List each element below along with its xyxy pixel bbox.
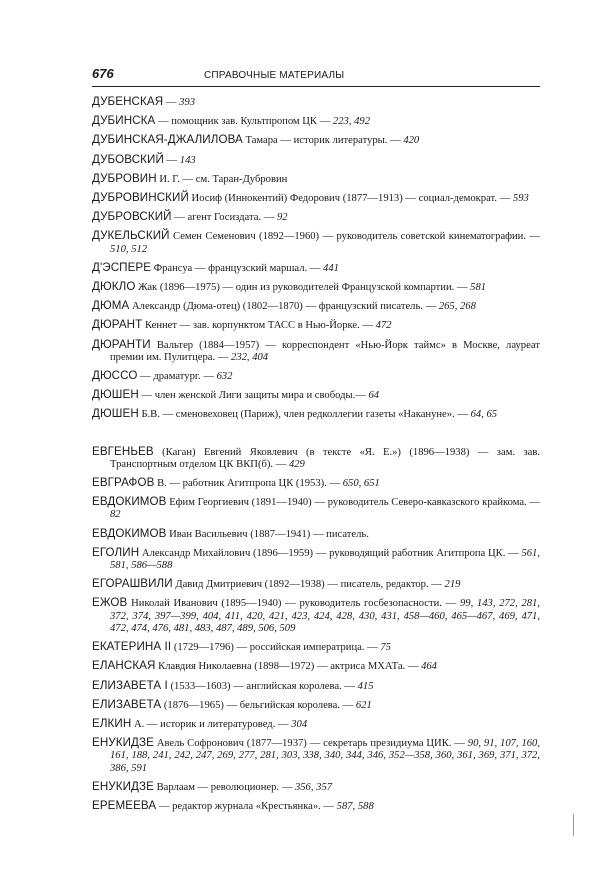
- index-entry: [92, 699, 540, 712]
- entry-name: ЕЖОВ: [92, 596, 128, 610]
- entry-pages: 420: [403, 135, 420, 147]
- index-entry: [92, 300, 540, 313]
- index-group-d: [92, 96, 540, 422]
- entry-name: ЕВГРАФОВ: [92, 476, 155, 490]
- entry-description: Иван Васильевич (1887—1941) — писатель.: [166, 528, 369, 540]
- entry-name: ЕГОРАШВИЛИ: [92, 577, 173, 591]
- entry-pages: 581: [470, 282, 487, 294]
- entry-pages: 223, 492: [332, 116, 370, 128]
- index-group-e: [92, 446, 540, 813]
- entry-pages: 393: [179, 97, 195, 108]
- index-entry: [92, 597, 540, 635]
- entry-description: Варлаам — революционер. —: [153, 781, 295, 793]
- entry-pages: 232, 404: [231, 351, 269, 363]
- entry-name: ДЮКЛО: [92, 280, 136, 294]
- index-entry: [92, 96, 540, 109]
- entry-name: ДЮШЕН: [92, 407, 139, 421]
- entry-description: — редактор журнала «Крестьянка». —: [156, 800, 337, 812]
- entry-description: Александр Михайлович (1896—1959) — руководящий работник Агитпропа ЦК. —: [139, 547, 522, 559]
- entry-name: ЕГОЛИН: [92, 545, 140, 559]
- index-entry: [92, 173, 540, 186]
- entry-name: ЕНУКИДЗЕ: [92, 736, 154, 750]
- index-entry: [92, 370, 540, 383]
- entry-description: —: [163, 97, 180, 108]
- index-entry: [92, 660, 540, 673]
- group-spacer: [92, 428, 540, 446]
- entry-name: ДУБЕНСКАЯ: [92, 95, 164, 108]
- entry-pages: 90, 91, 107, 160, 161, 188, 241, 242, 247, 269, 277, 281, 303, 338, 340, 344, 346, 352—358, 360, 361, 369, 371, 372, 386, 591: [110, 738, 540, 774]
- page-number: 676: [92, 66, 114, 81]
- index-entry: [92, 319, 540, 332]
- index-entry: [92, 281, 540, 294]
- entry-pages: 356, 357: [294, 781, 333, 793]
- entry-name: ЕВГЕНЬЕВ: [92, 444, 154, 458]
- index-entry: [92, 192, 540, 205]
- index-entry: [92, 389, 540, 402]
- entry-description: —: [163, 154, 180, 166]
- page-header: [92, 66, 540, 87]
- entry-name: Д'ЭСПЕРЕ: [92, 260, 152, 274]
- entry-pages: 415: [357, 680, 374, 692]
- entry-pages: 561, 581, 586—588: [110, 547, 540, 572]
- index-entry: [92, 154, 540, 167]
- entry-name: ДЮССО: [92, 369, 138, 383]
- entry-description: Кеннет — зав. корпунктом ТАСС в Нью-Йорке. —: [142, 320, 376, 332]
- entry-description: (1533—1603) — английская королева. —: [167, 680, 358, 692]
- entry-name: ДУБИНСКАЯ-ДЖАЛИЛОВА: [92, 133, 243, 147]
- entry-description: — член женской Лиги защиты мира и свободы.—: [138, 390, 369, 402]
- entry-name: ЕЛИЗАВЕТА: [92, 697, 162, 711]
- entry-pages: 650, 651: [342, 478, 380, 490]
- index-entry: [92, 496, 540, 521]
- index-entry: [92, 230, 540, 255]
- index-entry: [92, 339, 540, 364]
- entry-description: Жак (1896—1975) — один из руководителей Французской компартии. —: [135, 282, 471, 294]
- entry-description: Вальтер (1884—1957) — корреспондент «Нью-Йорк таймс» в Москве, лауреат премии им. Пулитцера. —: [110, 339, 540, 363]
- entry-description: Александр (Дюма-отец) (1802—1870) — французский писатель. —: [129, 301, 439, 313]
- entry-name: ДУБОВСКИЙ: [92, 152, 164, 166]
- entry-name: ЕВДОКИМОВ: [92, 526, 167, 540]
- entry-description: Тамара — историк литературы. —: [242, 135, 404, 147]
- entry-description: Николай Иванович (1895—1940) — руководитель госбезопасности. —: [127, 598, 460, 610]
- entry-description: Франсуа — французский маршал. —: [151, 262, 324, 274]
- entry-name: ЕВДОКИМОВ: [92, 495, 167, 509]
- entry-name: ДЮШЕН: [92, 388, 139, 402]
- entry-name: ЕКАТЕРИНА II: [92, 640, 172, 654]
- entry-name: ДУКЕЛЬСКИЙ: [92, 229, 170, 243]
- entry-pages: 92: [276, 212, 288, 224]
- entry-name: ДУБРОВИНСКИЙ: [92, 191, 189, 205]
- entry-pages: 219: [444, 579, 461, 591]
- index-entry: [92, 781, 540, 794]
- entry-name: ЕНУКИДЗЕ: [92, 779, 154, 793]
- index-page: [92, 66, 540, 819]
- entry-pages: 75: [380, 642, 391, 654]
- index-entry: [92, 446, 540, 471]
- entry-pages: 510, 512: [110, 243, 148, 255]
- index-entry: [92, 547, 540, 572]
- entry-name: ДЮРАНТИ: [92, 337, 151, 351]
- index-entry: [92, 477, 540, 490]
- entry-pages: 464: [421, 661, 437, 673]
- entry-pages: 82: [110, 509, 121, 521]
- index-entry: [92, 578, 540, 591]
- entry-description: Семен Семенович (1892—1960) — руководитель советской кинематографии. —: [169, 231, 540, 243]
- entry-description: — агент Госиздата. —: [171, 212, 277, 224]
- entry-pages: 429: [288, 458, 305, 470]
- index-entry: [92, 680, 540, 693]
- entry-pages: 472: [375, 320, 392, 332]
- entry-name: ДУБРОВИН: [92, 171, 157, 185]
- margin-mark: [573, 814, 574, 836]
- index-entry: [92, 718, 540, 731]
- entry-name: ЕЛИЗАВЕТА I: [92, 678, 168, 692]
- index-entry: [92, 115, 540, 128]
- entry-description: Ефим Георгиевич (1891—1940) — руководитель Северо-кавказского крайкома. —: [166, 497, 540, 509]
- entry-description: Клавдия Николаевна (1898—1972) — актриса МХАТа. —: [155, 661, 422, 673]
- entry-name: ДЮРАНТ: [92, 318, 143, 332]
- entry-description: Иосиф (Иннокентий) Федорович (1877—1913) — социал-демократ. —: [188, 193, 513, 205]
- entry-pages: 265, 268: [438, 301, 476, 313]
- entry-name: ЕЛКИН: [92, 716, 132, 730]
- entry-description: А. — историк и литературовед. —: [131, 718, 292, 730]
- index-entry: [92, 134, 540, 147]
- entry-description: И. Г. — см. Таран-Дубровин: [156, 173, 288, 185]
- entry-name: ДУБРОВСКИЙ: [92, 210, 172, 224]
- index-entries: [92, 96, 540, 813]
- running-head: СПРАВОЧНЫЕ МАТЕРИАЛЫ: [204, 70, 345, 81]
- entry-pages: 143: [179, 154, 196, 166]
- entry-pages: 304: [291, 718, 308, 730]
- entry-name: ЕЛАНСКАЯ: [92, 659, 156, 673]
- index-entry: [92, 408, 540, 421]
- entry-name: ЕРЕМЕЕВА: [92, 798, 157, 812]
- entry-name: ДУБИНСКА: [92, 114, 156, 128]
- entry-description: Давид Дмитриевич (1892—1938) — писатель, редактор. —: [172, 579, 445, 591]
- entry-pages: 587, 588: [336, 800, 374, 812]
- entry-description: (Каган) Евгений Яковлевич (в тексте «Я. Е.») (1896—1938) — зам. зав. Транспортным отделом ЦК ВКП(б). —: [110, 446, 540, 470]
- entry-name: ДЮМА: [92, 299, 130, 313]
- entry-description: (1876—1965) — бельгийская королева. —: [161, 699, 356, 711]
- entry-pages: 99, 143, 272, 281, 372, 374, 397—399, 404, 411, 420, 421, 423, 424, 428, 430, 431, 458—460, 465—467, 469, 471, 472, 474, 476, 481, 483, 487, 489, 506, 509: [110, 598, 540, 634]
- entry-pages: 621: [355, 699, 372, 711]
- entry-description: Б.В. — сменовеховец (Париж), член редколлегии газеты «Накануне». —: [138, 409, 471, 421]
- entry-pages: 632: [216, 371, 233, 383]
- entry-pages: 441: [323, 262, 339, 274]
- entry-description: — драматург. —: [137, 371, 217, 383]
- entry-description: Авель Софронович (1877—1937) — секретарь президиума ЦИК. —: [153, 738, 468, 750]
- index-entry: [92, 641, 540, 654]
- entry-pages: 64: [368, 390, 380, 402]
- entry-pages: 64, 65: [470, 409, 498, 421]
- entry-description: В. — работник Агитпропа ЦК (1953). —: [154, 478, 343, 490]
- entry-description: (1729—1796) — российская императрица. —: [171, 642, 381, 654]
- entry-description: — помощник зав. Культпропом ЦК —: [155, 116, 333, 128]
- index-entry: [92, 737, 540, 775]
- index-entry: [92, 800, 540, 813]
- entry-pages: 593: [512, 193, 529, 205]
- index-entry: [92, 211, 540, 224]
- index-entry: [92, 528, 540, 541]
- index-entry: [92, 262, 540, 275]
